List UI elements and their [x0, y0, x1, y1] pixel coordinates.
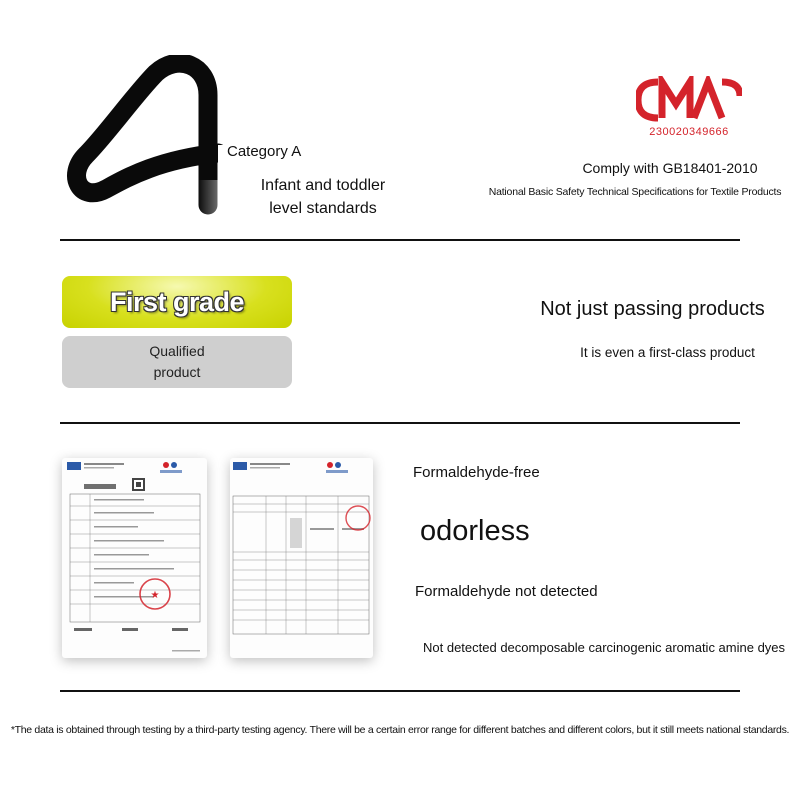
national-spec-text: National Basic Safety Technical Specifications for Textile Products: [488, 186, 782, 198]
amine-dyes-text: Not detected decomposable carcinogenic aromatic amine dyes: [423, 640, 786, 655]
formaldehyde-not-detected-text: Formaldehyde not detected: [415, 583, 598, 600]
first-grade-badge: [62, 276, 292, 328]
first-grade-label: First grade: [109, 286, 245, 317]
odorless-text: odorless: [420, 515, 530, 547]
formaldehyde-free-text: Formaldehyde-free: [413, 464, 540, 481]
subline-text: It is even a first-class product: [580, 345, 755, 360]
cma-code: 230020349666: [649, 126, 729, 138]
standard-level-text: Infant and toddler level standards: [260, 177, 386, 217]
category-label: Category A: [227, 143, 302, 160]
qualified-product-label: Qualified product: [149, 343, 205, 380]
qualified-product-badge: [62, 336, 292, 388]
footnote-disclaimer: *The data is obtained through testing by a third-party testing agency. There will be a certain error range for different batches and different colors, but it still meets national standards.: [10, 724, 790, 736]
headline-text: Not just passing products: [540, 298, 765, 320]
divider-2: [60, 422, 740, 424]
divider-1: [60, 239, 740, 241]
category-a-logo: [58, 55, 248, 215]
divider-3: [60, 690, 740, 692]
test-report-image-1: [62, 458, 207, 658]
comply-standard-text: Comply with GB18401-2010: [582, 160, 758, 176]
svg-text:★: ★: [150, 590, 160, 601]
test-report-image-2: [230, 458, 373, 658]
